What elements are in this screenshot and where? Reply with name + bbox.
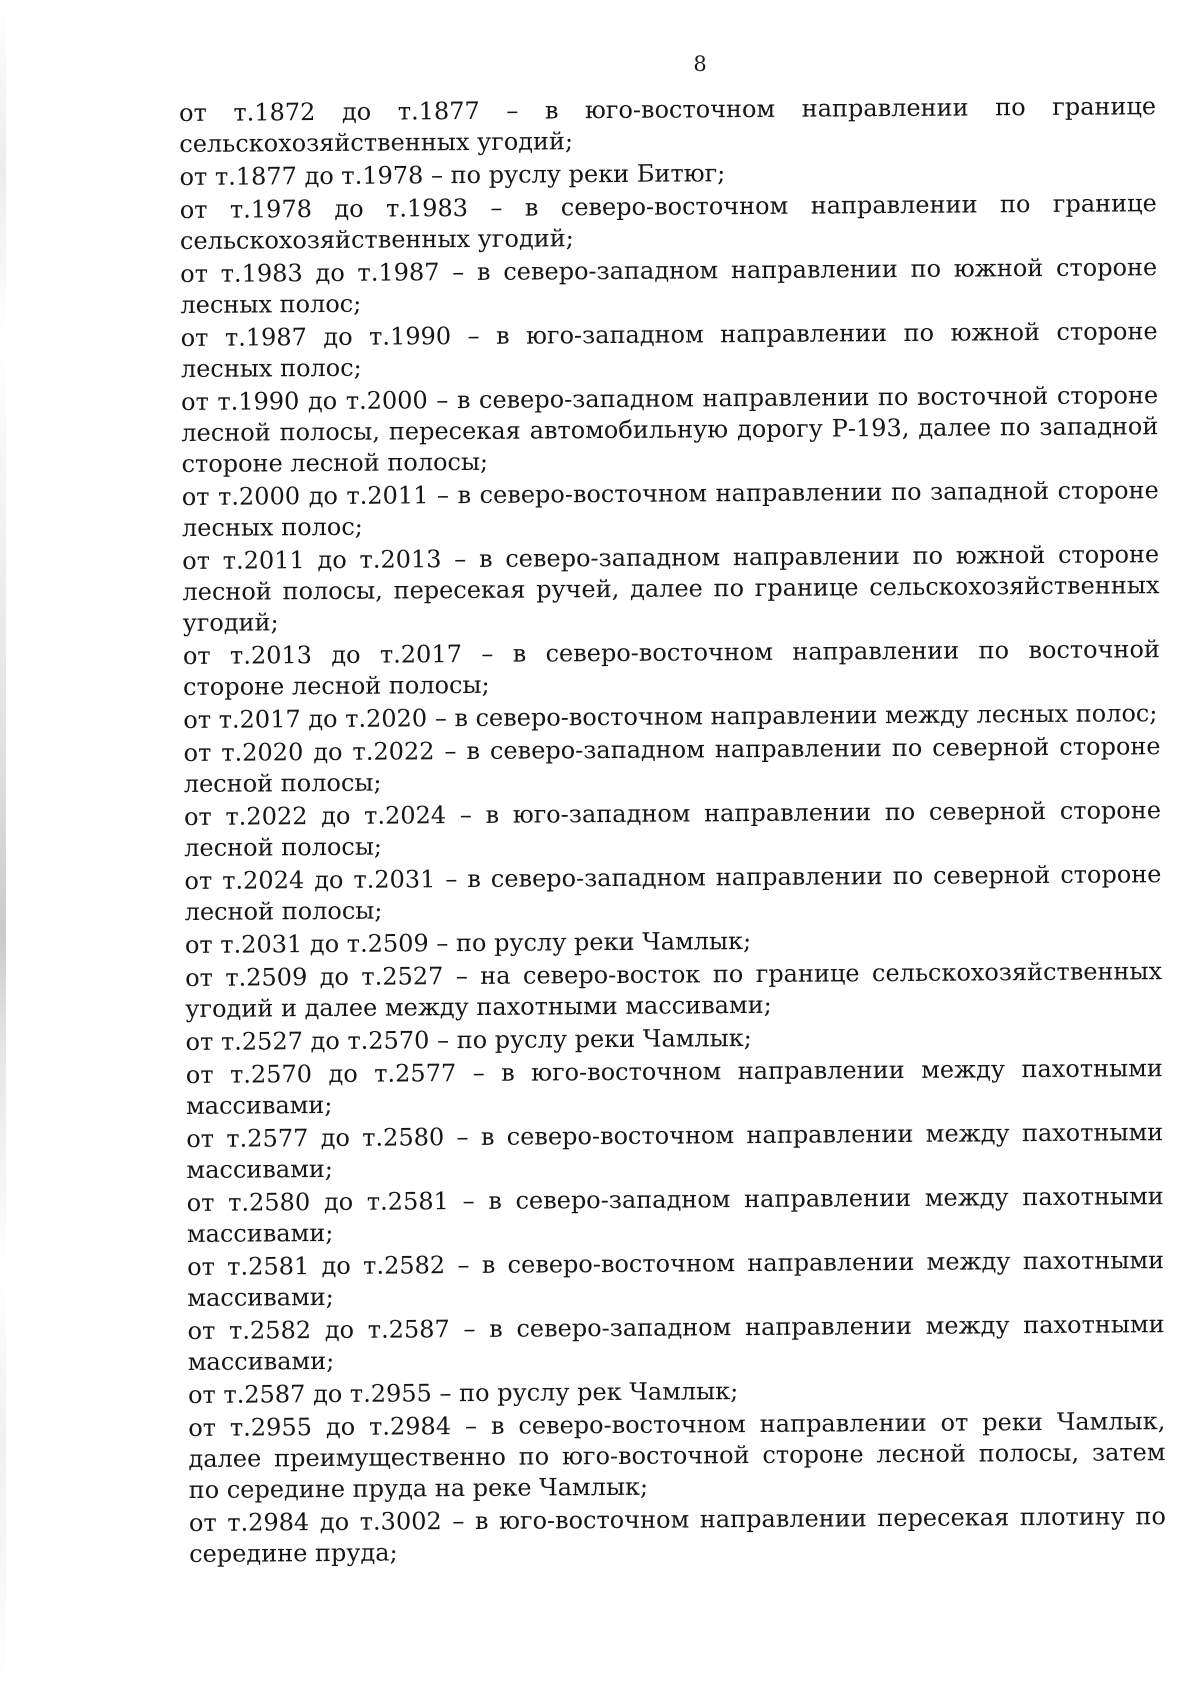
- boundary-entry: от т.2024 до т.2031 – в северо-западном направлении по северной стороне лесной полосы;: [184, 860, 1162, 926]
- scan-edge-shadow: [0, 0, 6, 1697]
- boundary-entry: от т.2955 до т.2984 – в северо-восточном направлении от реки Чамлык, далее преимущественно по юго-восточной стороне лесной полосы, затем по середине пруда на реке Чамлык;: [188, 1407, 1166, 1504]
- boundary-entry: от т.2984 до т.3002 – в юго-восточном направлении пересекая плотину по середине пруда;: [188, 1502, 1167, 1568]
- boundary-entry: от т.1990 до т.2000 – в северо-западном направлении по восточной стороне лесной полосы, пересекая автомобильную дорогу Р-193, далее по западной стороне лесной полосы;: [181, 381, 1159, 478]
- boundary-entry: от т.2577 до т.2580 – в северо-восточном направлении между пахотными массивами;: [186, 1118, 1164, 1184]
- boundary-entry: от т.1877 до т.1978 – по руслу реки Битюг;: [179, 159, 726, 191]
- boundary-entry: от т.2587 до т.2955 – по руслу рек Чамлык;: [187, 1377, 739, 1409]
- boundary-entry: от т.2011 до т.2013 – в северо-западном направлении по южной стороне лесной полосы, пересекая ручей, далее по границе сельскохозяйственных угодий;: [182, 540, 1160, 637]
- boundary-entry: от т.2022 до т.2024 – в юго-западном направлении по северной стороне лесной полосы;: [183, 796, 1162, 862]
- boundary-entry: от т.2509 до т.2527 – на северо-восток по границе сельскохозяйственных угодий и далее между пахотными массивами;: [185, 957, 1163, 1023]
- boundary-entry: от т.2031 до т.2509 – по руслу реки Чамлык;: [184, 927, 752, 959]
- boundary-entry: от т.1987 до т.1990 – в юго-западном направлении по южной стороне лесных полос;: [180, 317, 1158, 383]
- boundary-entry: от т.2000 до т.2011 – в северо-восточном направлении по западной стороне лесных полос;: [181, 476, 1159, 542]
- boundary-entry: от т.2582 до т.2587 – в северо-западном направлении между пахотными массивами;: [187, 1310, 1165, 1376]
- boundary-entry: от т.1872 до т.1877 – в юго-восточном направлении по границе сельскохозяйственных угодий;: [179, 92, 1157, 158]
- boundary-entry: от т.2017 до т.2020 – в северо-восточном направлении между лесных полос;: [183, 699, 1158, 734]
- boundary-entry: от т.1983 до т.1987 – в северо-западном направлении по южной стороне лесных полос;: [180, 253, 1158, 319]
- boundary-entry: от т.2527 до т.2570 – по руслу реки Чамлык;: [185, 1024, 752, 1056]
- boundary-entry: от т.2580 до т.2581 – в северо-западном направлении между пахотными массивами;: [186, 1182, 1164, 1248]
- boundary-entry: от т.2020 до т.2022 – в северо-западном направлении по северной стороне лесной полосы;: [183, 732, 1161, 798]
- boundary-entry: от т.2570 до т.2577 – в юго-восточном направлении между пахотными массивами;: [185, 1054, 1163, 1120]
- boundary-entry: от т.1978 до т.1983 – в северо-восточном направлении по границе сельскохозяйственных угодий;: [179, 189, 1157, 255]
- boundary-entry: от т.2013 до т.2017 – в северо-восточном направлении по восточной стороне лесной полосы;: [182, 635, 1160, 701]
- document-body: [179, 91, 1166, 1572]
- boundary-entry: от т.2581 до т.2582 – в северо-восточном направлении между пахотными массивами;: [187, 1246, 1165, 1312]
- page-number: 8: [693, 52, 707, 76]
